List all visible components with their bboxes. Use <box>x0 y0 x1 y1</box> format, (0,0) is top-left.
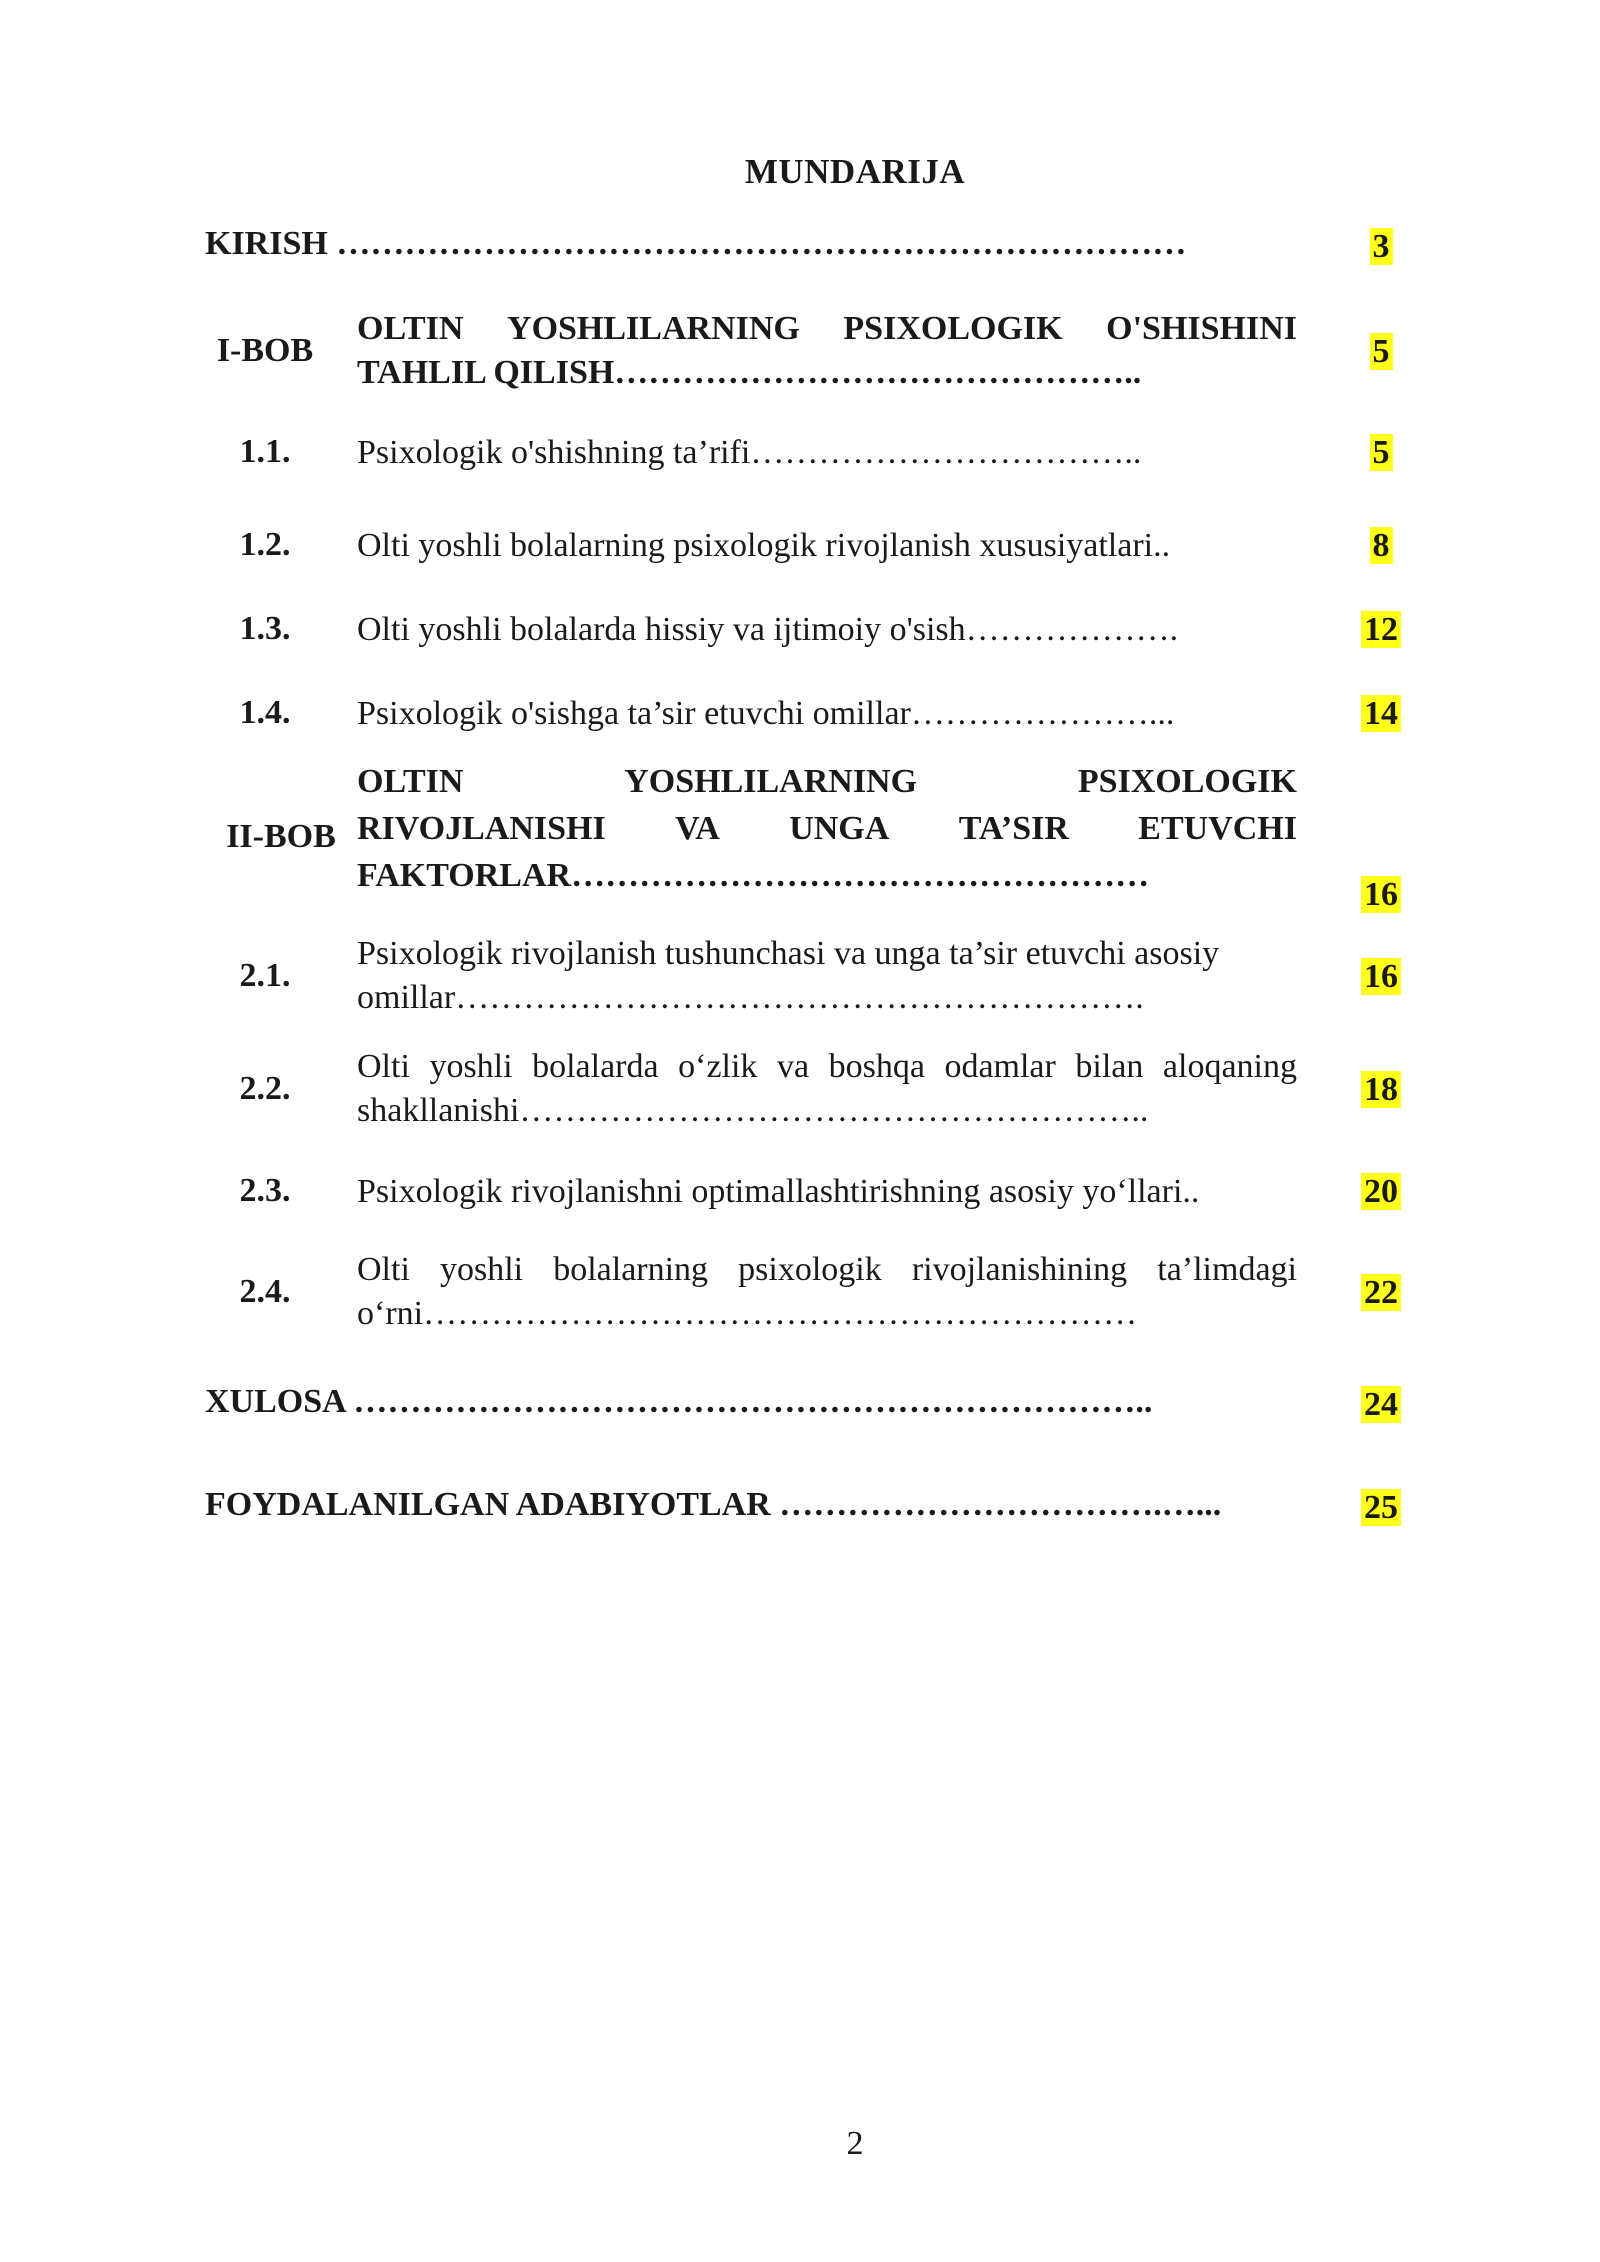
toc-word: yoshli <box>429 1048 513 1085</box>
toc-page-number: 16 <box>1353 875 1409 915</box>
toc-section-label: 2.1. <box>239 957 291 994</box>
toc-line-2: o‘rni……………………………………………………… <box>357 1295 1138 1332</box>
toc-entry-text <box>357 932 1297 1020</box>
toc-entry-text: KIRISH ………………………………………………………………… <box>205 225 1187 262</box>
toc-word: bilan <box>1075 1048 1144 1085</box>
toc-line-1: OLTIN YOSHLILARNING PSIXOLOGIK <box>357 763 1297 800</box>
toc-line-1 <box>357 307 1297 351</box>
toc-line-1: Olti yoshli bolalarning psixologik rivojlanishining ta’limdagi <box>357 1251 1297 1288</box>
toc-word: PSIXOLOGIK <box>843 310 1063 347</box>
toc-entry-text: Psixologik rivojlanishni optimallashtirishning asosiy yo‘llari.. <box>357 1173 1200 1210</box>
page-title: MUNDARIJA <box>744 152 966 191</box>
toc-entry-text <box>357 758 1297 899</box>
toc-word: o‘zlik <box>678 1048 758 1085</box>
toc-entry-text: Olti yoshli bolalarda hissiy va ijtimoiy o'sish………………. <box>357 611 1179 648</box>
toc-word: Olti <box>357 1048 410 1085</box>
toc-page-number: 25 <box>1353 1488 1409 1528</box>
toc-page-number: 5 <box>1353 332 1409 372</box>
toc-section-label: 1.1. <box>239 433 291 470</box>
toc-entry-text: Psixologik o'sishga ta’sir etuvchi omillar…………………... <box>357 695 1175 732</box>
toc-word: boshqa <box>828 1048 925 1085</box>
toc-entry-text: FOYDALANILGAN ADABIYOTLAR …………………………….…... <box>205 1486 1222 1523</box>
toc-word: va <box>776 1048 810 1085</box>
toc-page-number: 24 <box>1353 1385 1409 1425</box>
toc-section-label: 2.4. <box>239 1273 291 1310</box>
toc-page-number: 14 <box>1353 694 1409 734</box>
toc-page-number: 3 <box>1353 227 1409 267</box>
toc-page-number: 12 <box>1353 610 1409 650</box>
toc-word: YOSHLILARNING <box>507 310 800 347</box>
toc-word: aloqaning <box>1162 1048 1297 1085</box>
toc-entry-text: Psixologik o'shishning ta’rifi…………………………….. <box>357 434 1142 471</box>
page-number: 2 <box>846 2125 864 2162</box>
toc-page-number: 16 <box>1353 957 1409 997</box>
toc-entry-text <box>357 1045 1297 1133</box>
toc-line-2: shakllanishi……………………………………………….. <box>357 1092 1149 1129</box>
toc-section-label: 1.2. <box>239 526 291 563</box>
toc-page-number: 18 <box>1353 1070 1409 1110</box>
toc-section-label: 1.3. <box>239 610 291 647</box>
toc-line-2: omillar……………………………………………………. <box>357 979 1144 1016</box>
toc-line-2: TAHLIL QILISH……………………………………….. <box>357 354 1142 391</box>
toc-word: bolalarda <box>532 1048 659 1085</box>
toc-section-label: 2.2. <box>239 1070 291 1107</box>
toc-entry-text: XULOSA …………………………………………………………….. <box>205 1383 1153 1420</box>
toc-page-number: 22 <box>1353 1273 1409 1313</box>
toc-page-number: 20 <box>1353 1172 1409 1212</box>
toc-word: OLTIN <box>357 310 464 347</box>
toc-line-1: Psixologik rivojlanish tushunchasi va unga ta’sir etuvchi asosiy <box>357 935 1220 972</box>
toc-word: O'SHISHINI <box>1106 310 1297 347</box>
toc-line-1 <box>357 1045 1297 1089</box>
toc-chapter-label: I-BOB <box>216 332 314 369</box>
toc-word: odamlar <box>944 1048 1056 1085</box>
toc-section-label: 2.3. <box>239 1172 291 1209</box>
toc-page-number: 5 <box>1353 433 1409 473</box>
toc-section-label: 1.4. <box>239 694 291 731</box>
toc-chapter-label: II-BOB <box>226 818 336 855</box>
toc-entry-text <box>357 307 1297 395</box>
toc-line-2: RIVOJLANISHI VA UNGA TA’SIR ETUVCHI <box>357 810 1297 847</box>
toc-entry-text <box>357 1248 1297 1336</box>
toc-entry-text: Olti yoshli bolalarning psixologik rivojlanish xususiyatlari.. <box>357 527 1171 564</box>
toc-page-number: 8 <box>1353 526 1409 566</box>
toc-line-3: FAKTORLAR…………………………………………… <box>357 857 1150 894</box>
